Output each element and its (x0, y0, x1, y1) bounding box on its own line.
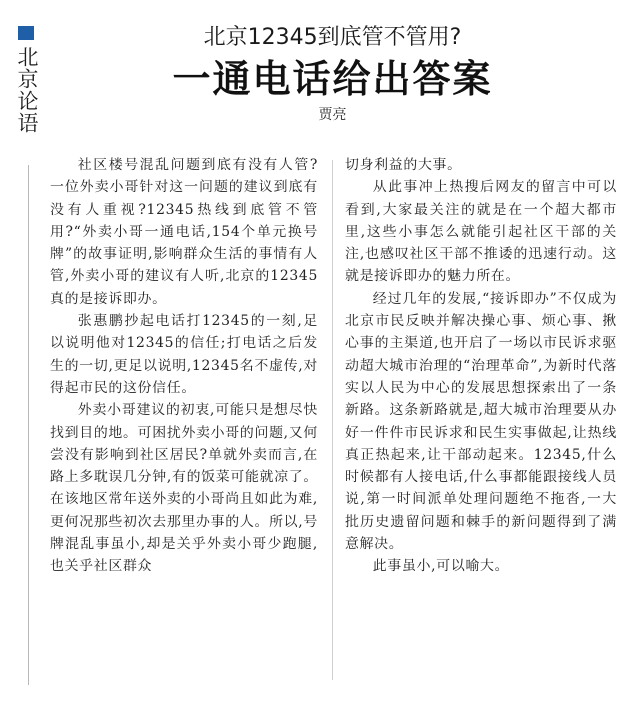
article-column-right (345, 154, 617, 578)
paragraph: 从此事冲上热搜后网友的留言中可以看到,大家最关注的就是在一个超大都市里,这些小事怎么就能引起社区干部的关注,也感叹社区干部不推诿的迅速行动。这就是接诉即办的魅力所在。 (345, 179, 617, 285)
paragraph: 此事虽小,可以喻大。 (372, 558, 510, 575)
column-tag (14, 26, 40, 134)
column-tag-rule (28, 165, 29, 685)
subheadline: 北京12345到底管不管用? (203, 25, 462, 50)
column-tag-bar (18, 26, 34, 40)
headline-block (60, 0, 605, 124)
paragraph: 张惠鹏抄起电话打12345的一刻,足以说明他对12345的信任;打电话之后发生的一切,更足以说明,12345名不虚传,对得起市民的这份信任。 (50, 313, 318, 396)
column-tag-label: 北京论语 (15, 46, 39, 134)
paragraph: 社区楼号混乱问题到底有没有人管?一位外卖小哥针对这一问题的建议到底有没有人重视?12345热线到底管不管用?“外卖小哥一通电话,154个单元换号牌”的故事证明,影响群众生活的事情有人管,外卖小哥的建议有人听,北京的12345真的是接诉即办。 (50, 157, 318, 307)
paragraph: 经过几年的发展,“接诉即办”不仅成为北京市民反映并解决操心事、烦心事、揪心事的主渠道,也开启了一场以市民诉求驱动超大城市治理的“治理革命”,为新时代落实以人民为中心的发展思想探索出了一条新路。这条新路就是,超大城市治理要从办好一件件市民诉求和民生实事做起,让热线真正热起来,让干部动起来。12345,什么时候都有人接电话,什么事都能跟接线人员说,第一时间派单处理问题绝不拖沓,一大批历史遗留问题和棘手的新问题得到了满意解决。 (345, 290, 617, 553)
headline: 一通电话给出答案 (172, 57, 493, 101)
article-column-left (50, 154, 318, 578)
paragraph-continuation: 切身利益的大事。 (345, 157, 462, 173)
column-divider (332, 160, 333, 680)
author-byline: 贾亮 (318, 107, 347, 123)
paragraph: 外卖小哥建议的初衷,可能只是想尽快找到目的地。可困扰外卖小哥的问题,又何尝没有影响到社区居民?单就外卖而言,在路上多耽误几分钟,有的饭菜可能就凉了。在该地区常年送外卖的小哥尚且如此为难,更何况那些初次去那里办事的人。所以,号牌混乱事虽小,却是关乎外卖小哥少跑腿,也关乎社区群众 (50, 402, 318, 575)
